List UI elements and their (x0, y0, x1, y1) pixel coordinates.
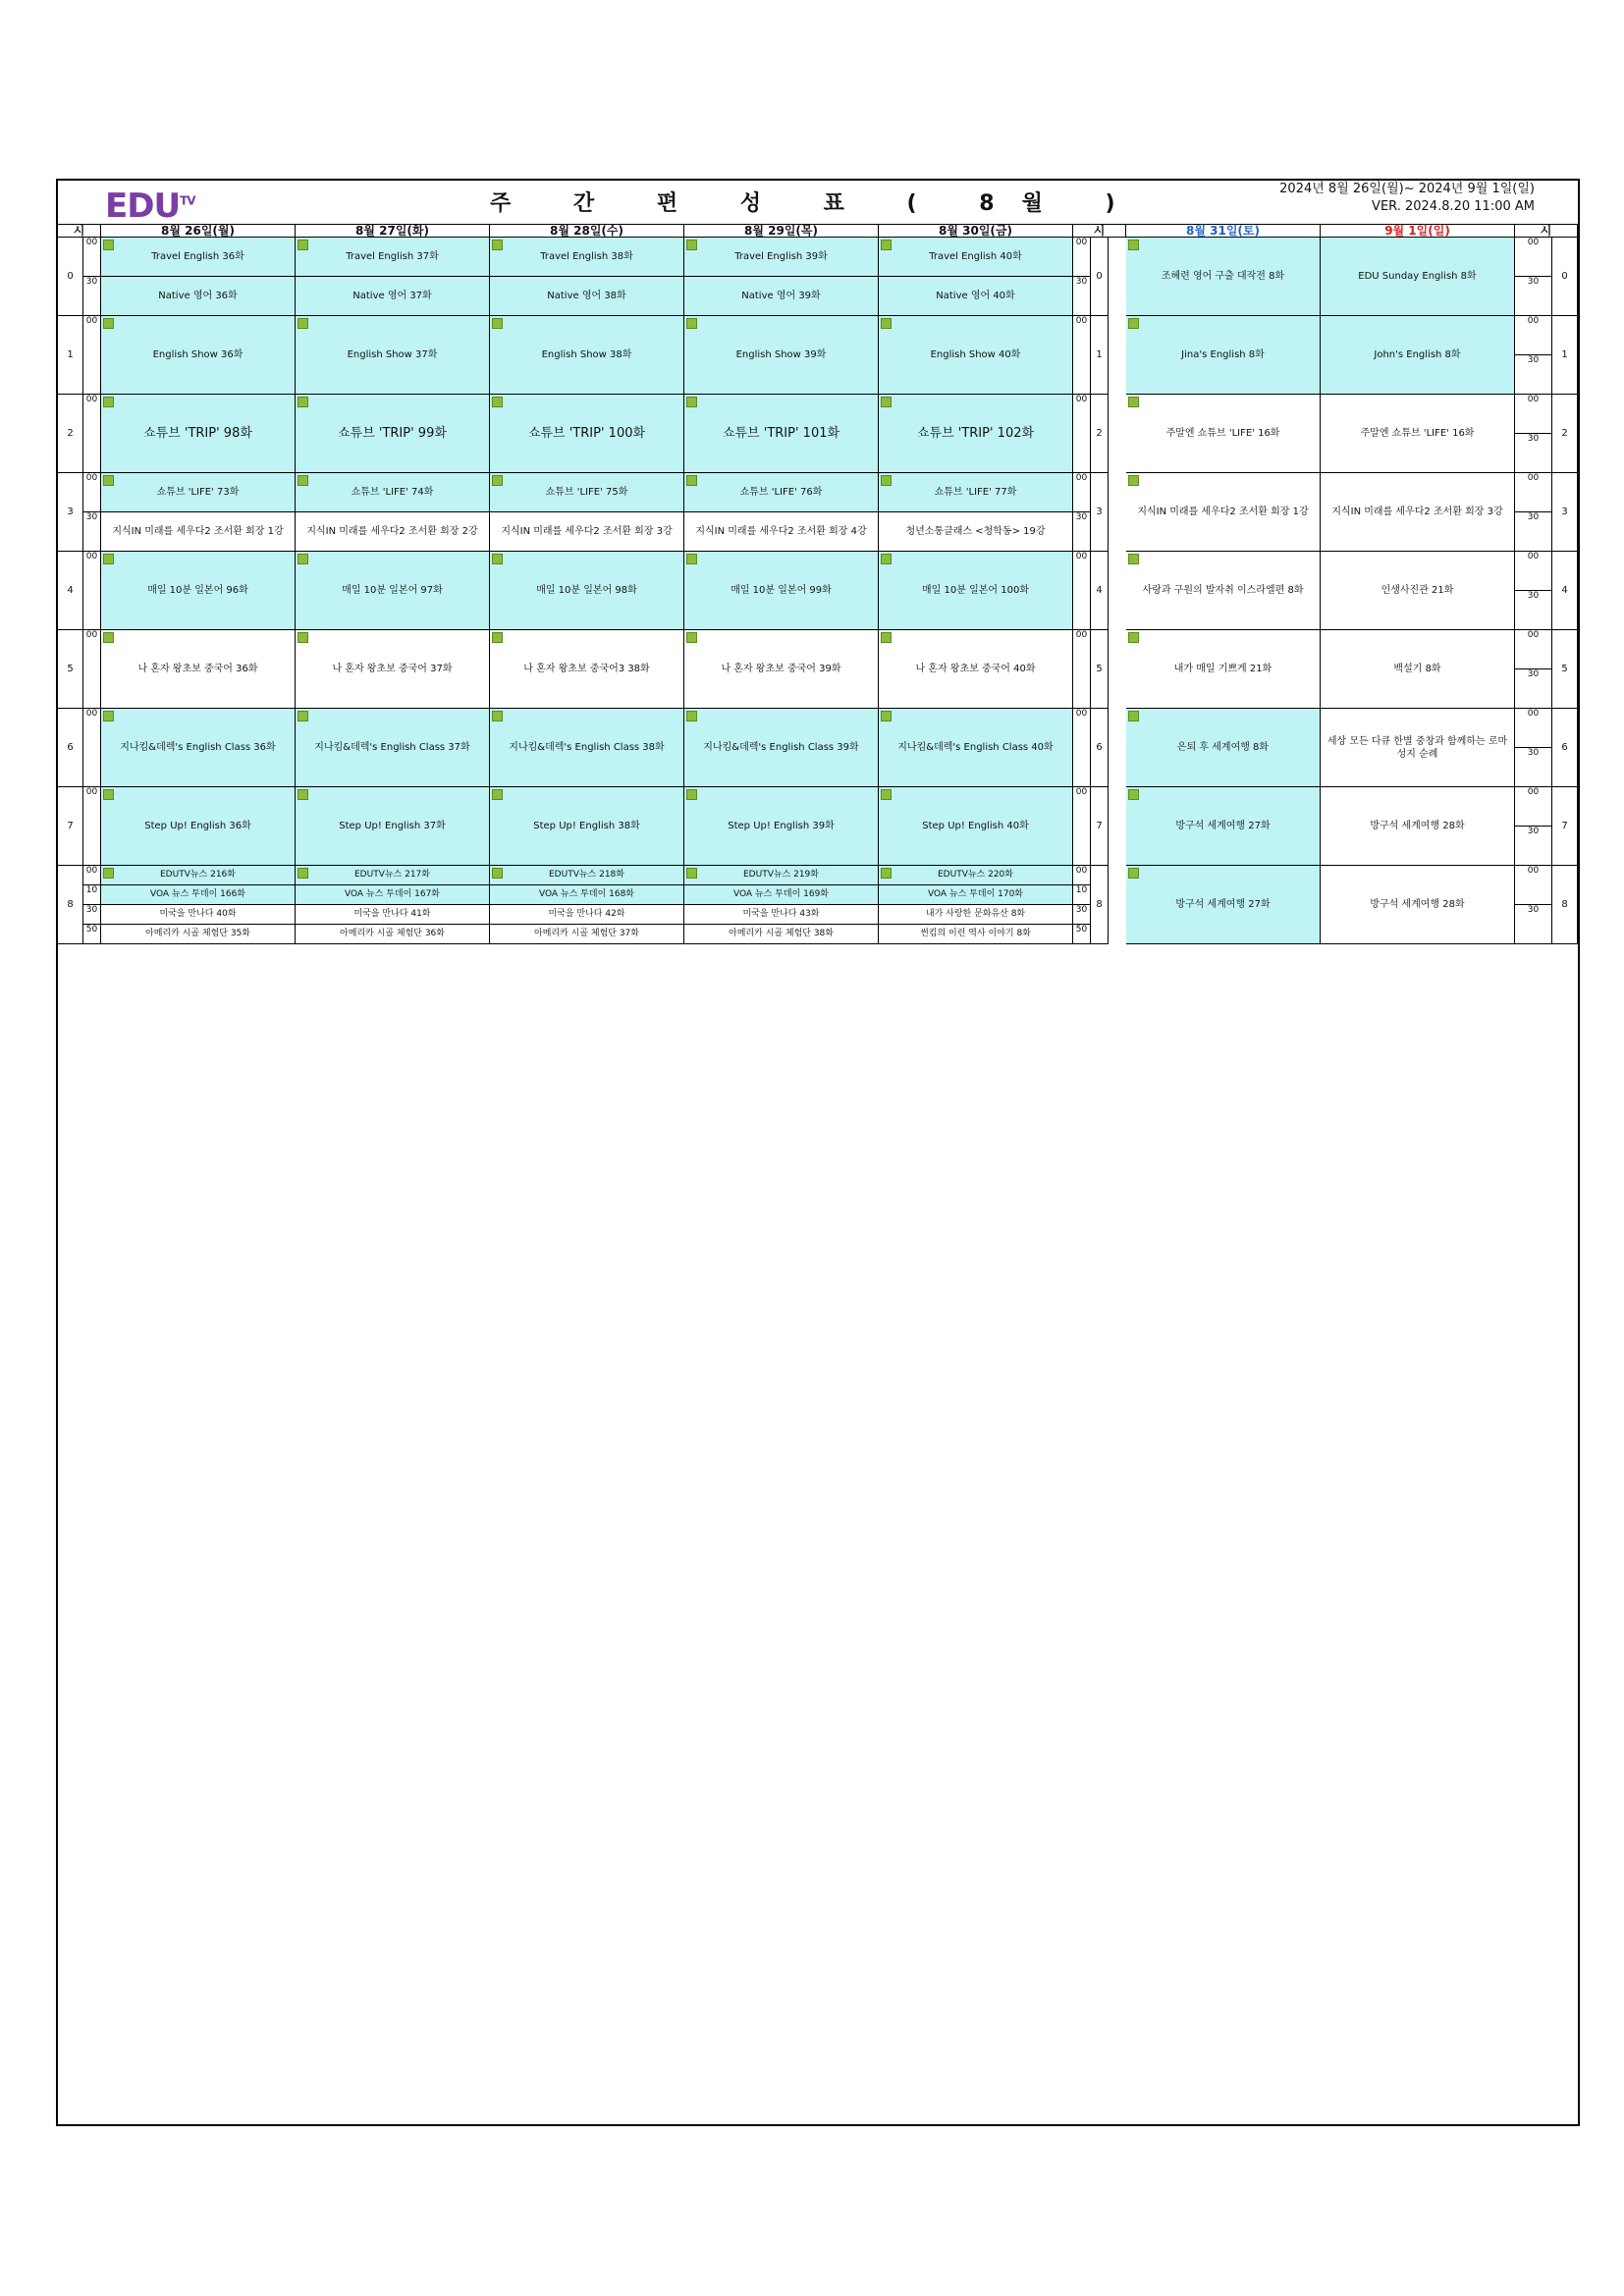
new-program-marker-icon (103, 318, 114, 329)
new-program-marker-icon (686, 240, 697, 250)
hour-label: 7 (1552, 787, 1578, 866)
hour-label: 3 (1552, 473, 1578, 552)
day-header: 8월 29일(목) (684, 224, 879, 238)
hour-label: 7 (1091, 787, 1109, 866)
hour-label: 3 (1091, 473, 1109, 552)
saturday-program-cell[interactable]: 방구석 세계여행 27화 (1126, 787, 1321, 866)
new-program-marker-icon (492, 397, 503, 407)
program-cell[interactable]: 나 혼자 왕초보 중국어 40화 (879, 630, 1073, 709)
program-cell[interactable]: 미국을 만나다 40화 (101, 905, 296, 925)
new-program-marker-icon (881, 475, 892, 486)
day-header: 8월 27일(화) (296, 224, 490, 238)
new-program-marker-icon (1128, 554, 1139, 564)
program-cell[interactable]: Travel English 38화 (490, 238, 684, 277)
minute-label: 00 (1515, 630, 1552, 669)
new-program-marker-icon (881, 789, 892, 800)
minute-label: 00 (1073, 552, 1091, 630)
hour-label: 1 (58, 316, 83, 395)
sunday-header: 9월 1일(일) (1321, 224, 1515, 238)
day-header: 8월 26일(월) (101, 224, 296, 238)
hour-col-header: 시 (58, 224, 101, 238)
program-cell[interactable]: 지나킴&데렉's English Class 40화 (879, 709, 1073, 787)
program-cell[interactable]: EDUTV뉴스 219화 (684, 866, 879, 885)
minute-label: 00 (1073, 787, 1091, 866)
schedule-sheet (56, 179, 1580, 2126)
program-cell[interactable]: VOA 뉴스 투데이 170화 (879, 885, 1073, 905)
program-cell[interactable]: Step Up! English 36화 (101, 787, 296, 866)
minute-label: 00 (83, 552, 101, 630)
saturday-program-cell[interactable]: 조혜련 영어 구출 대작전 8화 (1126, 238, 1321, 316)
new-program-marker-icon (103, 475, 114, 486)
program-cell[interactable]: 지나킴&데렉's English Class 36화 (101, 709, 296, 787)
program-cell[interactable]: Step Up! English 38화 (490, 787, 684, 866)
program-cell[interactable]: 나 혼자 왕초보 중국어3 38화 (490, 630, 684, 709)
minute-label: 30 (1073, 905, 1091, 925)
minute-label: 00 (1515, 238, 1552, 277)
hour-label: 1 (1091, 316, 1109, 395)
saturday-program-cell[interactable]: 은퇴 후 세계여행 8화 (1126, 709, 1321, 787)
sunday-program-cell[interactable]: 인생사진관 21화 (1321, 552, 1515, 630)
minute-label: 00 (1515, 473, 1552, 512)
new-program-marker-icon (103, 711, 114, 721)
program-cell[interactable]: 쇼튜브 'LIFE' 75화 (490, 473, 684, 512)
new-program-marker-icon (1128, 632, 1139, 643)
program-cell[interactable]: 매일 10분 일본어 98화 (490, 552, 684, 630)
sunday-program-cell[interactable]: 방구석 세계여행 28화 (1321, 866, 1515, 944)
minute-label: 30 (1515, 512, 1552, 552)
program-cell[interactable]: 쇼튜브 'LIFE' 77화 (879, 473, 1073, 512)
new-program-marker-icon (103, 554, 114, 564)
program-cell[interactable]: 지나킴&데렉's English Class 38화 (490, 709, 684, 787)
program-cell[interactable]: VOA 뉴스 투데이 166화 (101, 885, 296, 905)
program-cell[interactable]: 쇼튜브 'LIFE' 73화 (101, 473, 296, 512)
program-cell[interactable]: Step Up! English 37화 (296, 787, 490, 866)
new-program-marker-icon (103, 868, 114, 879)
minute-label: 10 (1073, 885, 1091, 905)
program-cell[interactable]: Native 영어 36화 (101, 277, 296, 316)
program-cell[interactable]: Native 영어 37화 (296, 277, 490, 316)
hour-label: 2 (1552, 395, 1578, 473)
edutv-logo: $EDU^{TV}$ (105, 187, 195, 226)
program-cell[interactable]: 미국을 만나다 42화 (490, 905, 684, 925)
minute-label: 00 (1515, 395, 1552, 434)
new-program-marker-icon (881, 711, 892, 721)
minute-label: 00 (1073, 630, 1091, 709)
minute-label: 30 (1515, 277, 1552, 316)
program-cell[interactable]: English Show 38화 (490, 316, 684, 395)
minute-label: 50 (1073, 925, 1091, 944)
program-cell[interactable]: 매일 10분 일본어 100화 (879, 552, 1073, 630)
new-program-marker-icon (492, 318, 503, 329)
program-cell[interactable]: 지식IN 미래를 세우다2 조서환 회장 3강 (490, 512, 684, 552)
new-program-marker-icon (1128, 789, 1139, 800)
new-program-marker-icon (492, 868, 503, 879)
new-program-marker-icon (492, 554, 503, 564)
new-program-marker-icon (103, 397, 114, 407)
minute-label: 30 (83, 277, 101, 316)
new-program-marker-icon (881, 240, 892, 250)
minute-label: 30 (1515, 827, 1552, 866)
minute-label: 00 (83, 316, 101, 395)
program-cell[interactable]: English Show 40화 (879, 316, 1073, 395)
program-cell[interactable]: 썬킴의 이런 역사 이야기 8화 (879, 925, 1073, 944)
minute-label: 00 (83, 473, 101, 512)
hour-label: 2 (1091, 395, 1109, 473)
minute-label: 00 (1515, 552, 1552, 591)
minute-label: 30 (1073, 277, 1091, 316)
program-cell[interactable]: Native 영어 39화 (684, 277, 879, 316)
new-program-marker-icon (881, 632, 892, 643)
period-text: 2024년 8월 26일(월)~ 2024년 9월 1일(일) (1279, 182, 1535, 196)
hour-col-header: 시 (1073, 224, 1126, 238)
new-program-marker-icon (492, 240, 503, 250)
new-program-marker-icon (298, 554, 308, 564)
sunday-program-cell[interactable]: 세상 모든 다큐 한별 중창과 함께하는 로마 성지 순례 (1321, 709, 1515, 787)
program-cell[interactable]: EDUTV뉴스 216화 (101, 866, 296, 885)
new-program-marker-icon (298, 632, 308, 643)
new-program-marker-icon (881, 554, 892, 564)
new-program-marker-icon (298, 318, 308, 329)
minute-label: 30 (1515, 355, 1552, 395)
saturday-program-cell[interactable]: 방구석 세계여행 27화 (1126, 866, 1321, 944)
schedule-period (1279, 181, 1535, 216)
minute-label: 30 (1515, 591, 1552, 630)
minute-label: 00 (83, 787, 101, 866)
program-cell[interactable]: EDUTV뉴스 218화 (490, 866, 684, 885)
new-program-marker-icon (686, 554, 697, 564)
hour-label: 4 (1091, 552, 1109, 630)
sunday-program-cell[interactable]: EDU Sunday English 8화 (1321, 238, 1515, 316)
new-program-marker-icon (686, 632, 697, 643)
program-cell[interactable]: 미국을 만나다 43화 (684, 905, 879, 925)
program-cell[interactable]: Step Up! English 39화 (684, 787, 879, 866)
saturday-program-cell[interactable]: 주말엔 쇼튜브 'LIFE' 16화 (1126, 395, 1321, 473)
program-cell[interactable]: Travel English 37화 (296, 238, 490, 277)
hour-label: 5 (1091, 630, 1109, 709)
hour-label: 7 (58, 787, 83, 866)
new-program-marker-icon (1128, 475, 1139, 486)
saturday-program-cell[interactable]: 사랑과 구원의 발자취 이스라엘편 8화 (1126, 552, 1321, 630)
new-program-marker-icon (492, 475, 503, 486)
sunday-program-cell[interactable]: 백설기 8화 (1321, 630, 1515, 709)
program-cell[interactable]: 내가 사랑한 문화유산 8화 (879, 905, 1073, 925)
new-program-marker-icon (686, 397, 697, 407)
sunday-program-cell[interactable]: 지식IN 미래를 세우다2 조서환 회장 3강 (1321, 473, 1515, 552)
hour-label: 0 (1552, 238, 1578, 316)
minute-label: 00 (1515, 709, 1552, 748)
hour-label: 4 (58, 552, 83, 630)
program-cell[interactable]: VOA 뉴스 투데이 167화 (296, 885, 490, 905)
schedule-title: 주 간 편 성 표 ( 8월 ) (490, 191, 1143, 216)
program-cell[interactable]: 지나킴&데렉's English Class 37화 (296, 709, 490, 787)
hour-label: 2 (58, 395, 83, 473)
minute-label: 00 (1073, 709, 1091, 787)
minute-label: 00 (1073, 866, 1091, 885)
new-program-marker-icon (103, 240, 114, 250)
program-cell[interactable]: VOA 뉴스 투데이 168화 (490, 885, 684, 905)
program-cell[interactable]: 미국을 만나다 41화 (296, 905, 490, 925)
new-program-marker-icon (298, 397, 308, 407)
new-program-marker-icon (492, 789, 503, 800)
new-program-marker-icon (298, 868, 308, 879)
program-cell[interactable]: EDUTV뉴스 220화 (879, 866, 1073, 885)
hour-label: 1 (1552, 316, 1578, 395)
new-program-marker-icon (1128, 240, 1139, 250)
new-program-marker-icon (881, 397, 892, 407)
minute-label: 50 (83, 925, 101, 944)
new-program-marker-icon (881, 868, 892, 879)
saturday-header: 8월 31일(토) (1126, 224, 1321, 238)
minute-label: 30 (1073, 512, 1091, 552)
new-program-marker-icon (686, 711, 697, 721)
new-program-marker-icon (1128, 318, 1139, 329)
program-cell[interactable]: 쇼튜브 'TRIP' 99화 (296, 395, 490, 473)
saturday-program-cell[interactable]: 지식IN 미래를 세우다2 조서환 회장 1강 (1126, 473, 1321, 552)
new-program-marker-icon (492, 711, 503, 721)
program-cell[interactable]: 지나킴&데렉's English Class 39화 (684, 709, 879, 787)
hour-label: 8 (1552, 866, 1578, 944)
new-program-marker-icon (686, 475, 697, 486)
program-cell[interactable]: Step Up! English 40화 (879, 787, 1073, 866)
day-header: 8월 30일(금) (879, 224, 1073, 238)
program-cell[interactable]: Native 영어 38화 (490, 277, 684, 316)
new-program-marker-icon (298, 475, 308, 486)
hour-col-header: 시 (1515, 224, 1578, 238)
minute-label: 00 (1073, 316, 1091, 395)
minute-label: 30 (1515, 905, 1552, 944)
program-cell[interactable]: 쇼튜브 'LIFE' 76화 (684, 473, 879, 512)
program-cell[interactable]: English Show 37화 (296, 316, 490, 395)
title-row (58, 181, 1578, 225)
minute-label: 00 (1515, 316, 1552, 355)
minute-label: 00 (1515, 866, 1552, 905)
new-program-marker-icon (1128, 868, 1139, 879)
minute-label: 00 (83, 709, 101, 787)
new-program-marker-icon (103, 789, 114, 800)
minute-label: 00 (83, 866, 101, 885)
sunday-program-cell[interactable]: John's English 8화 (1321, 316, 1515, 395)
new-program-marker-icon (298, 240, 308, 250)
program-cell[interactable]: Travel English 40화 (879, 238, 1073, 277)
saturday-program-cell[interactable]: Jina's English 8화 (1126, 316, 1321, 395)
minute-label: 00 (1073, 473, 1091, 512)
saturday-program-cell[interactable]: 내가 매일 기쁘게 21화 (1126, 630, 1321, 709)
minute-label: 00 (1073, 395, 1091, 473)
program-cell[interactable]: Travel English 36화 (101, 238, 296, 277)
program-cell[interactable]: English Show 36화 (101, 316, 296, 395)
program-cell[interactable]: 아메리카 시골 체험단 35화 (101, 925, 296, 944)
hour-label: 0 (1091, 238, 1109, 316)
hour-label: 6 (58, 709, 83, 787)
program-cell[interactable]: 나 혼자 왕초보 중국어 37화 (296, 630, 490, 709)
new-program-marker-icon (1128, 711, 1139, 721)
program-cell[interactable]: 쇼튜브 'TRIP' 98화 (101, 395, 296, 473)
minute-label: 00 (83, 630, 101, 709)
new-program-marker-icon (686, 318, 697, 329)
program-cell[interactable]: 매일 10분 일본어 96화 (101, 552, 296, 630)
new-program-marker-icon (686, 789, 697, 800)
sunday-program-cell[interactable]: 주말엔 쇼튜브 'LIFE' 16화 (1321, 395, 1515, 473)
program-cell[interactable]: 쇼튜브 'LIFE' 74화 (296, 473, 490, 512)
program-cell[interactable]: 쇼튜브 'TRIP' 101화 (684, 395, 879, 473)
program-cell[interactable]: Travel English 39화 (684, 238, 879, 277)
hour-label: 5 (1552, 630, 1578, 709)
minute-label: 00 (83, 238, 101, 277)
program-cell[interactable]: 아메리카 시골 체험단 36화 (296, 925, 490, 944)
minute-label: 00 (1073, 238, 1091, 277)
new-program-marker-icon (1128, 397, 1139, 407)
minute-label: 00 (1515, 787, 1552, 827)
program-cell[interactable]: VOA 뉴스 투데이 169화 (684, 885, 879, 905)
program-cell[interactable]: 지식IN 미래를 세우다2 조서환 회장 2강 (296, 512, 490, 552)
program-cell[interactable]: Native 영어 40화 (879, 277, 1073, 316)
minute-label: 30 (1515, 434, 1552, 473)
hour-label: 3 (58, 473, 83, 552)
new-program-marker-icon (298, 711, 308, 721)
program-cell[interactable]: EDUTV뉴스 217화 (296, 866, 490, 885)
sunday-program-cell[interactable]: 방구석 세계여행 28화 (1321, 787, 1515, 866)
minute-label: 00 (83, 395, 101, 473)
hour-label: 0 (58, 238, 83, 316)
program-cell[interactable]: 지식IN 미래를 세우다2 조서환 회장 4강 (684, 512, 879, 552)
hour-label: 6 (1091, 709, 1109, 787)
minute-label: 10 (83, 885, 101, 905)
program-cell[interactable]: 쇼튜브 'TRIP' 102화 (879, 395, 1073, 473)
new-program-marker-icon (103, 632, 114, 643)
program-cell[interactable]: 아메리카 시골 체험단 38화 (684, 925, 879, 944)
program-cell[interactable]: English Show 39화 (684, 316, 879, 395)
new-program-marker-icon (686, 868, 697, 879)
minute-label: 30 (83, 905, 101, 925)
program-cell[interactable]: 청년소통클래스 <청학동> 19강 (879, 512, 1073, 552)
new-program-marker-icon (492, 632, 503, 643)
hour-label: 4 (1552, 552, 1578, 630)
hour-label: 8 (1091, 866, 1109, 944)
new-program-marker-icon (298, 789, 308, 800)
program-cell[interactable]: 매일 10분 일본어 99화 (684, 552, 879, 630)
program-cell[interactable]: 매일 10분 일본어 97화 (296, 552, 490, 630)
program-cell[interactable]: 지식IN 미래를 세우다2 조서환 회장 1강 (101, 512, 296, 552)
minute-label: 30 (1515, 669, 1552, 709)
hour-label: 6 (1552, 709, 1578, 787)
new-program-marker-icon (881, 318, 892, 329)
program-cell[interactable]: 쇼튜브 'TRIP' 100화 (490, 395, 684, 473)
hour-label: 5 (58, 630, 83, 709)
version-text: VER. 2024.8.20 11:00 AM (1372, 199, 1535, 214)
minute-label: 30 (83, 512, 101, 552)
program-cell[interactable]: 나 혼자 왕초보 중국어 36화 (101, 630, 296, 709)
hour-label: 8 (58, 866, 83, 944)
program-cell[interactable]: 나 혼자 왕초보 중국어 39화 (684, 630, 879, 709)
program-cell[interactable]: 아메리카 시골 체험단 37화 (490, 925, 684, 944)
minute-label: 30 (1515, 748, 1552, 787)
day-header: 8월 28일(수) (490, 224, 684, 238)
